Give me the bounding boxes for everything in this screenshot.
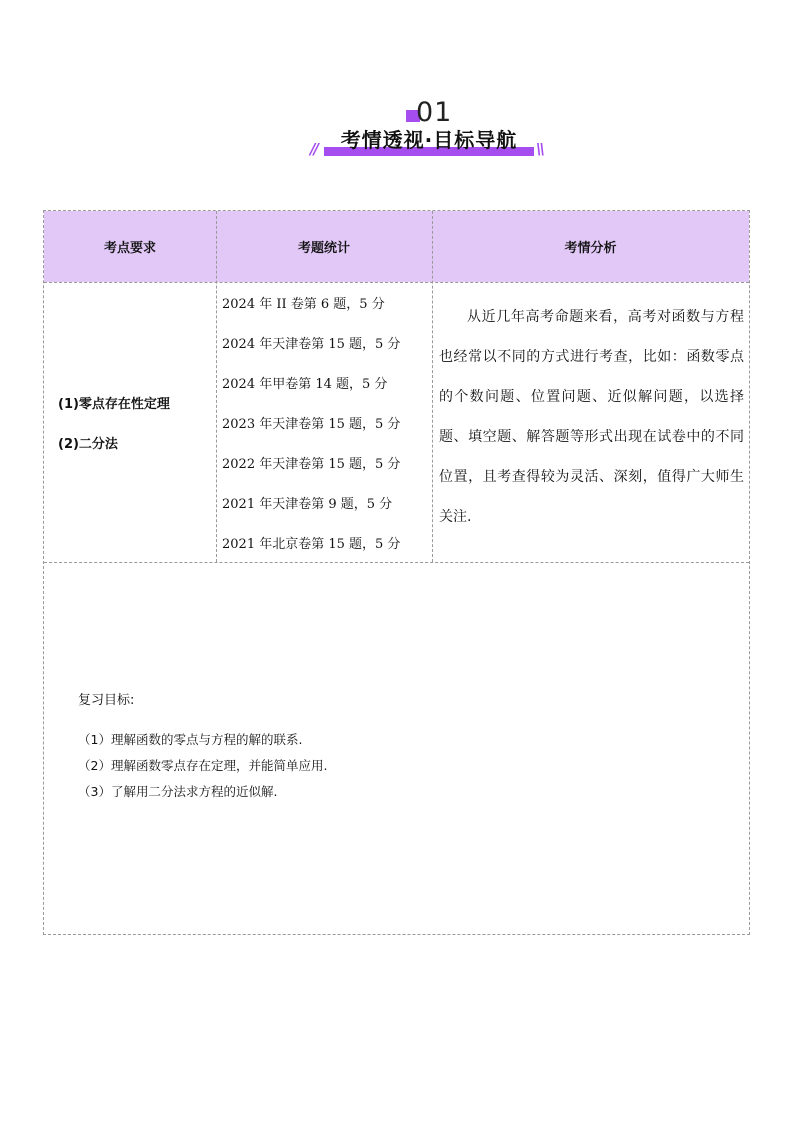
stat-item: 2023 年天津卷第 15 题，5 分 <box>222 417 401 432</box>
header-divider <box>44 282 749 283</box>
section-header <box>0 90 794 170</box>
review-goal-item: （1）理解函数的零点与方程的解的联系. <box>78 732 303 747</box>
stat-item: 2021 年北京卷第 15 题，5 分 <box>222 537 401 552</box>
exam-point-item: (2)二分法 <box>58 437 118 452</box>
stat-item: 2024 年 II 卷第 6 题，5 分 <box>222 297 385 312</box>
exam-point-item: (1)零点存在性定理 <box>58 397 170 412</box>
stat-item: 2021 年天津卷第 9 题，5 分 <box>222 497 393 512</box>
exam-analysis-table <box>43 210 750 935</box>
stat-item: 2024 年天津卷第 15 题，5 分 <box>222 337 401 352</box>
slash-left-decoration: // <box>310 140 317 158</box>
slash-right-decoration: \\ <box>536 140 543 158</box>
header-cell-analysis: 考情分析 <box>432 211 749 282</box>
stat-item: 2022 年天津卷第 15 题，5 分 <box>222 457 401 472</box>
column-divider-1 <box>216 211 217 562</box>
section-number <box>406 98 466 128</box>
header-cell-stats: 考题统计 <box>216 211 432 282</box>
review-goal-item: （3）了解用二分法求方程的近似解. <box>78 784 278 799</box>
title-banner <box>310 126 550 162</box>
header-cell-points: 考点要求 <box>44 211 216 282</box>
review-goal-item: （2）理解函数零点存在定理，并能简单应用. <box>78 758 328 773</box>
stat-item: 2024 年甲卷第 14 题，5 分 <box>222 377 388 392</box>
review-goals-list <box>78 727 327 805</box>
section-number-text: 01 <box>416 97 453 128</box>
exam-points-list <box>58 385 170 465</box>
section-title: 考情透视·目标导航 <box>340 128 518 152</box>
column-divider-2 <box>432 211 433 562</box>
exam-analysis-text: 从近几年高考命题来看，高考对函数与方程也经常以不同的方式进行考查，比如：函数零点的个数问题、位置问题、近似解问题，以选择题、填空题、解答题等形式出现在试卷中的不同位置，且考查得较为灵活、深刻，值得广大师生关注. <box>439 309 744 525</box>
exam-stats-list <box>222 285 400 565</box>
review-goals-title: 复习目标: <box>78 693 135 708</box>
